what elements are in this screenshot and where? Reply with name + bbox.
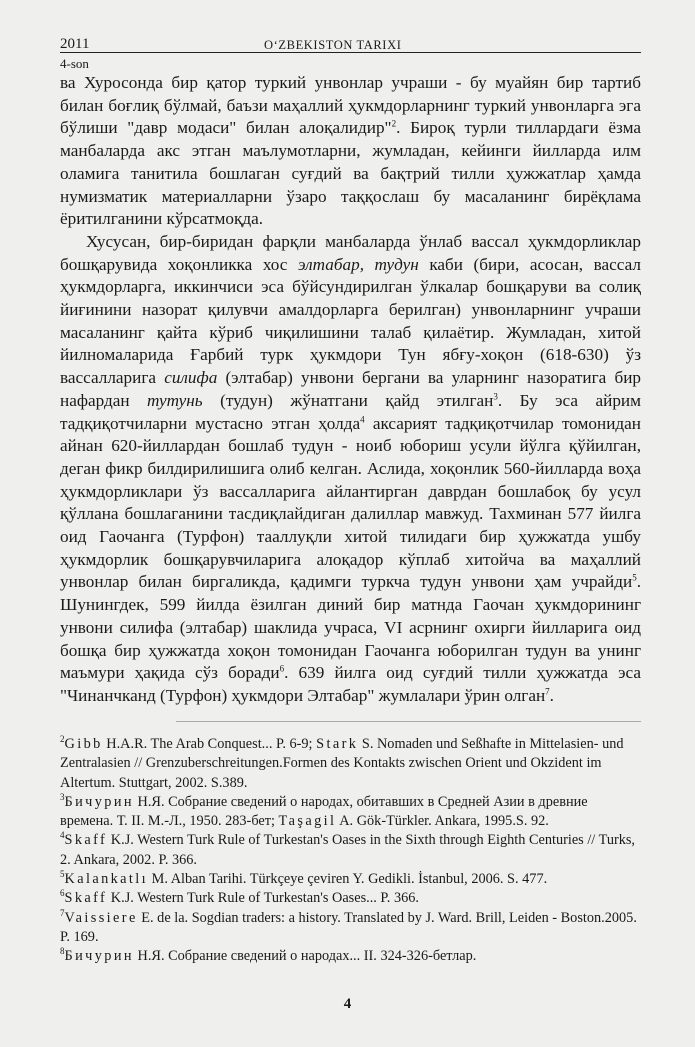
footnote-author: Бичурин bbox=[64, 948, 134, 965]
footnote-author: Gibb bbox=[64, 736, 103, 752]
footnote-text: S. Nomaden und Seßhafte in Mittelasien- und Zentralasien // Grenzuberschreitungen.Formen des Kontakts zwischen Orient und Okzident im Altertum. Stuttgart, 2002. S.389. bbox=[60, 736, 624, 791]
footnote-number: 3 bbox=[60, 792, 65, 803]
footnote-text: K.J. Western Turk Rule of Turkestan's Oases in the Sixth through Eighth Centuries // Turks, 2. Ankara, 2002. P. 366. bbox=[60, 832, 636, 868]
footnote-text: Н.Я. Собрание сведений о народах... II. 324-326-бетлар. bbox=[133, 948, 477, 965]
footnote-text: H.A.R. The Arab Conquest... P. 6-9; bbox=[102, 736, 317, 752]
footnote-text: Н.Я. Собрание сведений о народах, обитавших в Средней Азии в древние времена. Т. II. М.-Л., 1950. 283-бет; bbox=[60, 793, 588, 830]
text-run: каби (бири, асосан, вассал ҳукмдорларга, иккинчиси эса бўйсундирилган ўлкалар бошқаруви ва солиқ йиғинини назорат қилувчи амалдорларга берилган) унвонларнинг учраши масаланинг қайта кўриб чиқилишини талаб қилаётир. Жумладан, хитой йилномаларида Ғарбий турк ҳукмдори Тун ябғу-хоқон (618-630) ўз вассалларига bbox=[60, 254, 641, 388]
footnote-ref-3: 3 bbox=[493, 391, 498, 402]
text-run: (элтабар) унвони бергани ва уларнинг назоратига бир нафардан bbox=[60, 368, 641, 410]
footnote-ref-7: 7 bbox=[545, 686, 550, 697]
footnote-8 bbox=[60, 947, 641, 966]
footnote-author: Skaff bbox=[64, 832, 108, 849]
text-run: . Бу эса айрим тадқиқотчиларни мустасно этган ҳолда bbox=[60, 390, 642, 433]
footnote-number: 5 bbox=[60, 869, 65, 880]
text-run: . Шунингдек, 599 йилда ёзилган диний бир матнда Гаочан ҳукмдорининг унвони силифа (элтабар) шаклида учраса, VI асрнинг охирги йилларига оид бошқа бир ҳужжатда хоқон томонидан Гаочанга юборилган тудун ва унинг маъмури ҳақида сўз боради bbox=[60, 572, 641, 683]
footnote-number: 7 bbox=[60, 907, 65, 918]
footnote-4 bbox=[60, 831, 641, 870]
header-rule bbox=[60, 52, 641, 53]
footnote-5 bbox=[60, 870, 641, 889]
text-run: ва Хуросонда бир қатор туркий унвонлар учраши - бу муайян бир тартиб билан боғлиқ бўлмай, баъзи маҳаллий ҳукмдорларнинг туркий унвонларга эга бўлиши "давр модаси" билан алоқалидир" bbox=[60, 73, 641, 138]
footnote-author: Stark bbox=[316, 736, 359, 752]
footnotes bbox=[60, 735, 641, 967]
text-run: . 639 йилга оид суғдий тилли ҳужжатда эса "Чинанчканд (Турфон) ҳукмдори Элтабар" жумлалари ўрин олган bbox=[60, 663, 641, 705]
footnote-text: E. de la. Sogdian traders: a history. Translated by J. Ward. Brill, Leiden - Boston.2005. P. 169. bbox=[60, 909, 637, 945]
italic-term: силифа bbox=[164, 368, 218, 388]
footnote-author: Taşagil bbox=[278, 813, 337, 830]
italic-term: элтабар, тудун bbox=[298, 254, 419, 274]
header-year: 2011 bbox=[60, 36, 90, 52]
text-run: Хусусан, бир-биридан фарқли манбаларда ўнлаб вассал ҳукмдорликлар бошқарувида хоқонликка хос bbox=[60, 231, 641, 274]
footnote-ref-4: 4 bbox=[360, 413, 365, 424]
footnote-ref-5: 5 bbox=[632, 572, 637, 583]
footnote-author: Vaissiere bbox=[64, 909, 138, 926]
footnote-number: 6 bbox=[60, 888, 65, 899]
text-run: аксарият тадқиқотчилар томонидан айнан 620-йиллардан бошлаб тудун - ноиб юбориш усули йўлга қўйилган, деган фикр билдирилишига олиб келган. Аслида, хоқонлик 560-йилларда воҳа ҳукмдорликлари ўз вассалларига айлантирган даврдан бошлабоқ бу усул қўллана бошлаганини тасдиқлайдиган далиллар мавжуд. Тахминан 577 йилга оид Гаочанга (Турфон) тааллуқли хитой тилидаги бир ҳужжатда ушбу ҳукмдорлик бошқарувчиларига алоқадор кўплаб хитойча ва маҳаллий унвонлар билан биргаликда, қадимги туркча тудун унвони ҳам учрайди bbox=[60, 413, 641, 592]
footnote-ref-6: 6 bbox=[279, 663, 285, 674]
paragraph-2 bbox=[60, 231, 641, 708]
footnote-number: 8 bbox=[60, 946, 65, 957]
paragraph-1 bbox=[60, 72, 641, 231]
text-run: . bbox=[549, 685, 554, 705]
header-journal-title: O‘ZBEKISTON TARIXI bbox=[264, 38, 402, 52]
footnote-number: 4 bbox=[60, 830, 65, 841]
footnote-author: Бичурин bbox=[64, 793, 134, 810]
header-issue: 4-son bbox=[60, 56, 89, 71]
footnote-text: A. Gök-Türkler. Ankara, 1995.S. 92. bbox=[336, 813, 549, 830]
body-text bbox=[60, 72, 641, 708]
text-run: (тудун) жўнатгани қайд этилган bbox=[202, 390, 494, 410]
footnote-2 bbox=[60, 735, 641, 793]
footnote-6 bbox=[60, 889, 641, 908]
italic-term: тутунь bbox=[147, 390, 203, 410]
footnote-text: M. Alban Tarihi. Türkçeye çeviren Y. Gedikli. İstanbul, 2006. S. 477. bbox=[148, 871, 548, 888]
footnote-author: Kalankatlı bbox=[64, 871, 149, 888]
footnote-separator bbox=[176, 721, 641, 722]
footnote-ref-2: 2 bbox=[391, 118, 397, 129]
footnote-number: 2 bbox=[60, 734, 65, 745]
footnote-7 bbox=[60, 909, 641, 948]
footnote-author: Skaff bbox=[64, 890, 108, 907]
page-number: 4 bbox=[343, 996, 352, 1012]
text-run: . Бироқ турли тиллардаги ёзма манбаларда акс этган маълумотларни, жумладан, кейинги йилларда илм оламига танитила бошлаган суғдий ва бақтрий тилли ҳужжатлар ҳамда нумизматик материалларни ўзаро таққослаш бу масаланинг бирёқлама ёритилганини кўрсатмоқда. bbox=[60, 118, 641, 229]
footnote-text: K.J. Western Turk Rule of Turkestan's Oases... P. 366. bbox=[107, 890, 419, 907]
footnote-3 bbox=[60, 793, 641, 832]
